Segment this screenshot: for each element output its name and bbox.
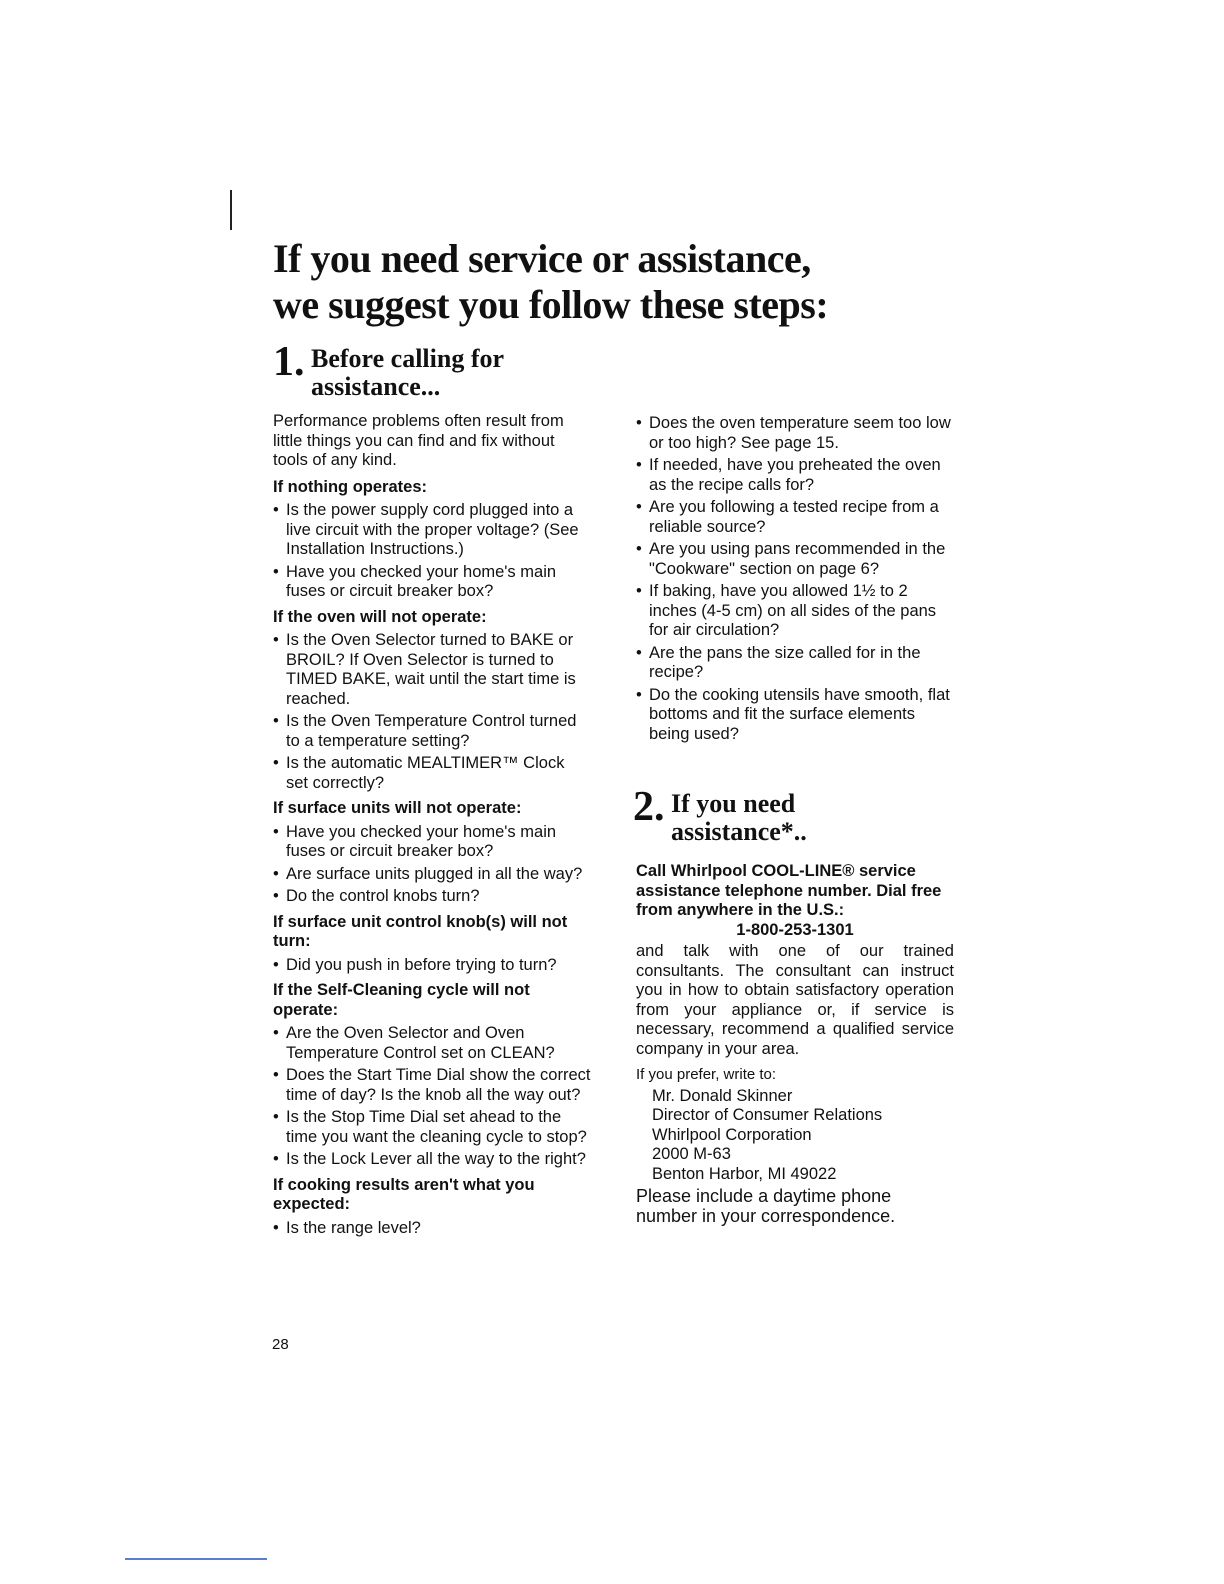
phone-number: 1-800-253-1301: [736, 920, 854, 939]
list-item: [636, 456, 954, 495]
checklist-control-knobs: [273, 956, 591, 976]
step-1-title-line-1: Before calling for: [311, 344, 505, 373]
list-item-text: Are the pans the size called for in the recipe?: [649, 643, 921, 681]
list-item-text: Is the Stop Time Dial set ahead to the time you want the cleaning cycle to stop?: [286, 1108, 587, 1146]
bullet-icon: •: [636, 456, 642, 474]
list-item: [273, 865, 591, 885]
list-item: [636, 540, 954, 579]
title-line-2: we suggest you follow these steps:: [273, 282, 829, 327]
bullet-icon: •: [273, 822, 279, 841]
step-1-title-line-2: assistance...: [311, 372, 441, 401]
list-item-text: If needed, have you preheated the oven as the recipe calls for?: [649, 456, 941, 494]
write-to-label: If you prefer, write to:: [636, 1066, 777, 1083]
list-item: [636, 582, 954, 641]
step-1-heading: [273, 339, 603, 401]
list-item-text: Do the cooking utensils have smooth, flat bottoms and fit the surface elements being used?: [649, 685, 950, 743]
list-item: [273, 501, 591, 560]
list-item: [273, 1219, 591, 1239]
bullet-icon: •: [273, 562, 279, 581]
list-item: [273, 1150, 591, 1170]
list-item: [636, 686, 954, 745]
call-instructions: Call Whirlpool COOL-LINE® service assistance telephone number. Dial free from anywhere in the U.S.:: [636, 862, 942, 919]
right-column: [636, 414, 954, 747]
bullet-icon: •: [273, 1024, 279, 1042]
list-item-text: Is the Lock Lever all the way to the right?: [286, 1150, 586, 1168]
bullet-icon: •: [273, 1108, 279, 1126]
list-item: [273, 563, 591, 602]
consultant-paragraph: and talk with one of our trained consultants. The consultant can instruct you in how to obtain satisfactory operation from your appliance or, if service is necessary, recommend a qualified service company in your area.: [636, 942, 954, 1058]
list-item-text: Are you using pans recommended in the "Cookware" section on page 6?: [649, 540, 946, 578]
bullet-icon: •: [636, 643, 642, 662]
list-item-text: Are you following a tested recipe from a reliable source?: [649, 498, 939, 536]
step-1-number: 1.: [273, 339, 305, 385]
bullet-icon: •: [273, 1218, 279, 1237]
list-item: [273, 887, 591, 907]
bullet-icon: •: [273, 1150, 279, 1168]
list-item-text: Is the automatic MEALTIMER™ Clock set correctly?: [286, 754, 565, 792]
list-item: [273, 956, 591, 976]
list-item: [636, 644, 954, 683]
intro-paragraph: Performance problems often result from little things you can find and fix without tools of any kind.: [273, 412, 564, 469]
group-heading-nothing-operates: If nothing operates:: [273, 477, 427, 496]
checklist-oven-not-operate: [273, 631, 591, 793]
page-title: [273, 236, 973, 328]
list-item: [273, 1066, 591, 1105]
list-item: [273, 712, 591, 751]
bullet-icon: •: [636, 582, 642, 600]
step-2-title: [633, 790, 953, 846]
list-item-text: Does the Start Time Dial show the correct time of day? Is the knob all the way out?: [286, 1066, 591, 1104]
margin-rule: [230, 190, 232, 230]
checklist-surface-units: [273, 823, 591, 907]
group-heading-surface-units: If surface units will not operate:: [273, 799, 522, 817]
step-1-title: [273, 345, 603, 401]
group-heading-cooking-results: If cooking results aren't what you expected:: [273, 1175, 535, 1213]
list-item-text: Are the Oven Selector and Oven Temperature Control set on CLEAN?: [286, 1024, 555, 1062]
group-heading-oven-not-operate: If the oven will not operate:: [273, 607, 487, 626]
list-item: [273, 1108, 591, 1147]
step-2-heading: [633, 784, 953, 846]
bullet-icon: •: [636, 540, 642, 558]
address-street: 2000 M-63: [652, 1145, 731, 1163]
group-heading-self-cleaning: If the Self-Cleaning cycle will not operate:: [273, 981, 530, 1019]
list-item-text: Is the Oven Selector turned to BAKE or BROIL? If Oven Selector is turned to TIMED BAKE, wait until the start time is reached.: [286, 631, 576, 708]
left-column: [273, 412, 591, 1241]
bullet-icon: •: [636, 685, 642, 704]
list-item-text: Have you checked your home's main fuses or circuit breaker box?: [286, 562, 557, 600]
list-item-text: Is the power supply cord plugged into a live circuit with the proper voltage? (See Installation Instructions.): [286, 501, 579, 558]
page-number: 28: [272, 1336, 289, 1353]
footer-rule: [125, 1558, 267, 1560]
bullet-icon: •: [273, 1066, 279, 1084]
list-item-text: Did you push in before trying to turn?: [286, 955, 557, 974]
list-item: [273, 631, 591, 709]
checklist-self-cleaning: [273, 1024, 591, 1170]
mailing-address: [636, 1087, 954, 1185]
title-line-1: If you need service or assistance,: [273, 236, 811, 281]
list-item: [273, 1024, 591, 1063]
bullet-icon: •: [273, 955, 279, 974]
list-item-text: Does the oven temperature seem too low or too high? See page 15.: [649, 414, 951, 452]
bullet-icon: •: [636, 498, 642, 516]
checklist-nothing-operates: [273, 501, 591, 602]
bullet-icon: •: [273, 864, 279, 883]
list-item-text: Is the range level?: [286, 1218, 421, 1237]
step-2-number: 2.: [633, 784, 665, 830]
address-title: Director of Consumer Relations: [652, 1106, 883, 1124]
bullet-icon: •: [273, 712, 279, 730]
list-item-text: Do the control knobs turn?: [286, 887, 480, 905]
step-2-title-line-2: assistance*..: [671, 817, 807, 846]
checklist-cooking-results-continued: [636, 414, 954, 744]
bullet-icon: •: [273, 631, 279, 649]
address-company: Whirlpool Corporation: [652, 1125, 812, 1144]
group-heading-control-knobs: If surface unit control knob(s) will not turn:: [273, 912, 568, 950]
daytime-phone-note: Please include a daytime phone number in your correspondence.: [636, 1186, 896, 1226]
list-item: [273, 754, 591, 793]
list-item: [636, 498, 954, 537]
address-city: Benton Harbor, MI 49022: [652, 1164, 837, 1183]
list-item-text: Is the Oven Temperature Control turned to a temperature setting?: [286, 712, 577, 750]
bullet-icon: •: [273, 887, 279, 905]
address-name: Mr. Donald Skinner: [652, 1086, 793, 1105]
list-item-text: If baking, have you allowed 1½ to 2 inches (4-5 cm) on all sides of the pans for air circulation?: [649, 582, 937, 639]
checklist-cooking-results: [273, 1219, 591, 1239]
list-item-text: Are surface units plugged in all the way?: [286, 864, 583, 883]
step-2-title-line-1: If you need: [671, 789, 796, 818]
bullet-icon: •: [273, 501, 279, 519]
assistance-block: [636, 862, 954, 1226]
bullet-icon: •: [636, 414, 642, 432]
list-item: [273, 823, 591, 862]
bullet-icon: •: [273, 754, 279, 772]
list-item-text: Have you checked your home's main fuses or circuit breaker box?: [286, 822, 557, 860]
list-item: [636, 414, 954, 453]
